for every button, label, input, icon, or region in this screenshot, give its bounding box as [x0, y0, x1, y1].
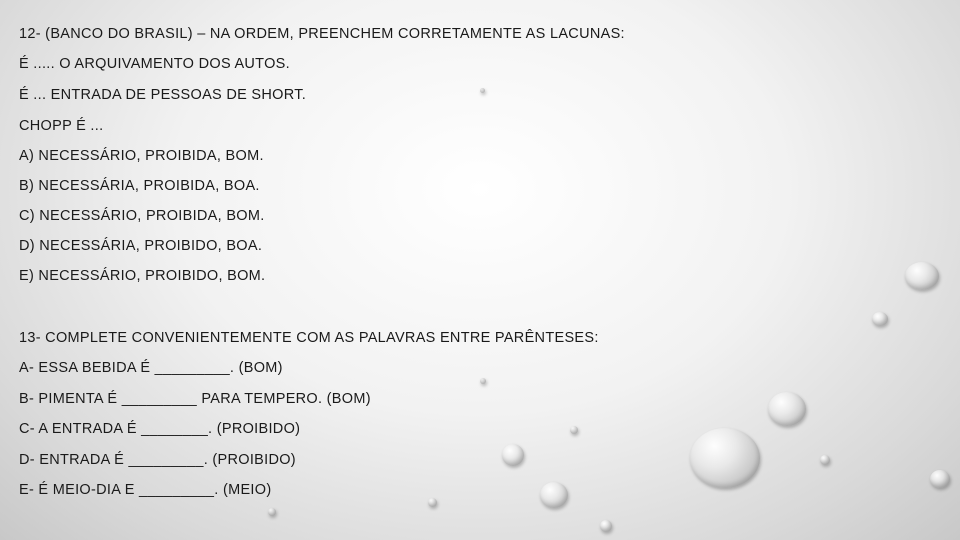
water-drop	[905, 262, 939, 290]
water-drop	[540, 482, 568, 508]
water-drop	[600, 520, 612, 532]
water-drop	[930, 470, 950, 488]
option-e: E) NECESSÁRIO, PROIBIDO, BOM.	[19, 268, 266, 284]
option-b: B) NECESSÁRIA, PROIBIDA, BOA.	[19, 178, 260, 194]
water-drop	[820, 455, 830, 465]
water-drop	[690, 428, 760, 488]
option-d: D) NECESSÁRIA, PROIBIDO, BOA.	[19, 238, 263, 254]
option-a: A) NECESSÁRIO, PROIBIDA, BOM.	[19, 148, 264, 164]
water-drop	[502, 444, 524, 466]
water-drop	[872, 312, 888, 326]
statement: É ..... O ARQUIVAMENTO DOS AUTOS.	[19, 56, 290, 72]
water-drop	[480, 378, 486, 384]
item-d: D- ENTRADA É _________. (PROIBIDO)	[19, 452, 296, 468]
option-c: C) NECESSÁRIO, PROIBIDA, BOM.	[19, 208, 265, 224]
statement: É ... ENTRADA DE PESSOAS DE SHORT.	[19, 87, 307, 103]
water-drop	[480, 88, 485, 93]
water-drop	[768, 392, 806, 426]
water-drop	[428, 498, 437, 507]
statement: CHOPP É ...	[19, 118, 104, 134]
water-drop	[268, 508, 276, 516]
item-c: C- A ENTRADA É ________. (PROIBIDO)	[19, 421, 301, 437]
water-drop	[570, 426, 578, 434]
question-13-title: 13- COMPLETE CONVENIENTEMENTE COM AS PALAVRAS ENTRE PARÊNTESES:	[19, 330, 599, 346]
item-b: B- PIMENTA É _________ PARA TEMPERO. (BOM)	[19, 391, 371, 407]
item-e: E- É MEIO-DIA E _________. (MEIO)	[19, 482, 272, 498]
item-a: A- ESSA BEBIDA É _________. (BOM)	[19, 360, 283, 376]
question-12-title: 12- (BANCO DO BRASIL) – NA ORDEM, PREENCHEM CORRETAMENTE AS LACUNAS:	[19, 26, 625, 42]
